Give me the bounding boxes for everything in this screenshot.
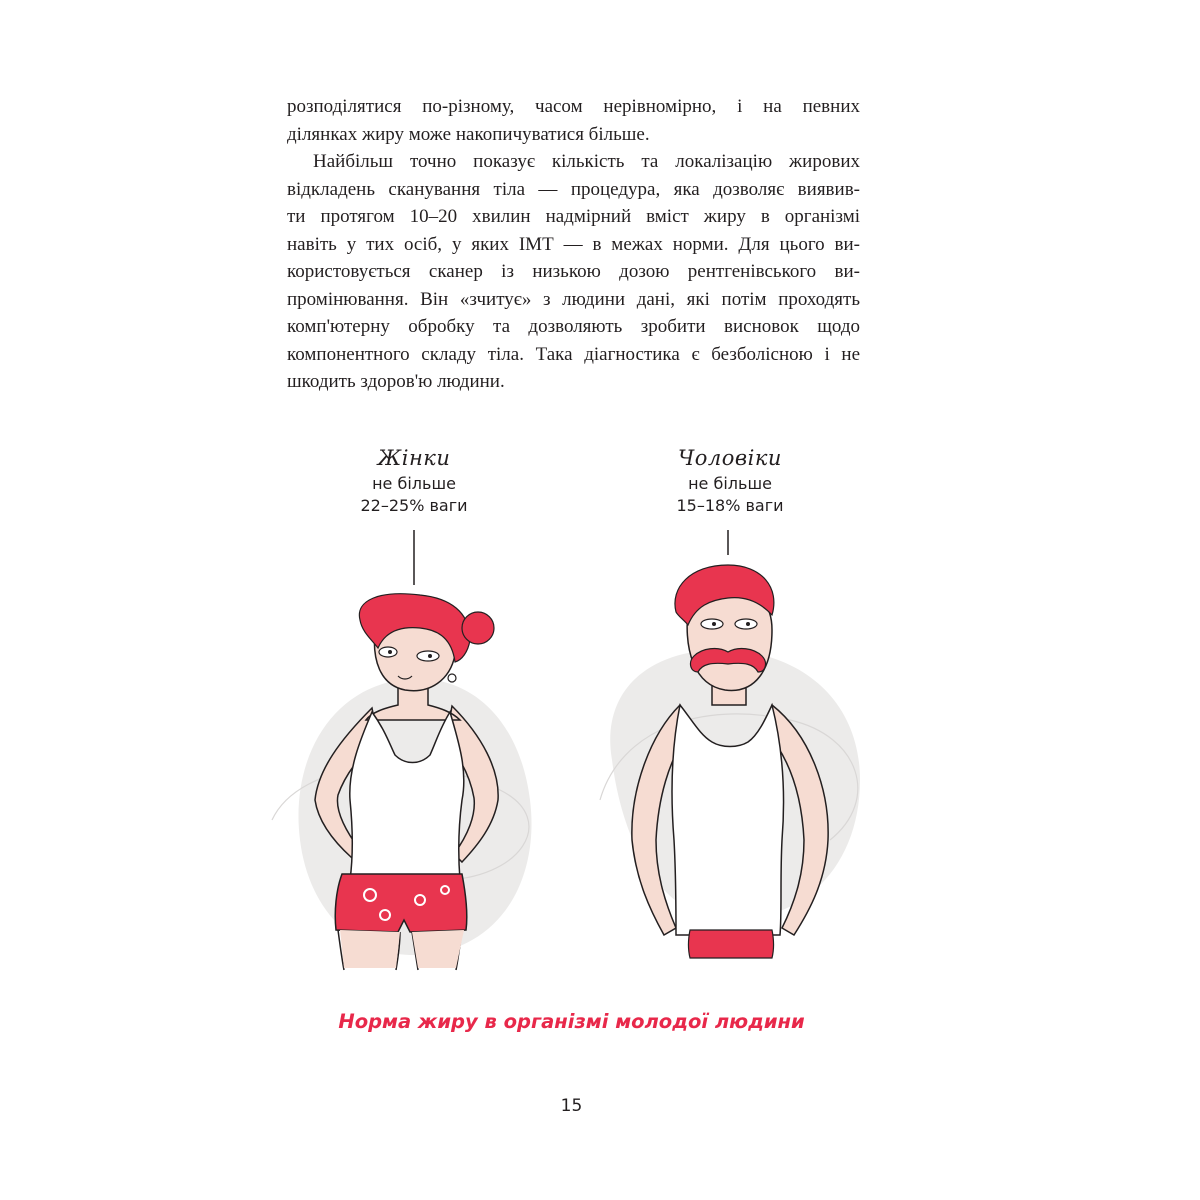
woman-shorts bbox=[335, 874, 467, 932]
woman-hair-bun bbox=[462, 612, 494, 644]
text-line: шкодить здоров'ю людини. bbox=[287, 371, 505, 392]
text-line: компонентного складу тіла. Така діагностика є безболісною і не bbox=[287, 343, 860, 365]
men-limit-line1: не більше bbox=[688, 474, 772, 493]
men-limit-line2: 15–18% ваги bbox=[676, 496, 784, 515]
text-line: користовується сканер із низькою дозою рентгенівського ви- bbox=[287, 261, 860, 282]
text-line: розподілятися по-різному, часом нерівномірно, і на певних bbox=[287, 96, 860, 117]
figure-caption: Норма жиру в організмі молодої людини bbox=[338, 1010, 805, 1033]
man-figure bbox=[600, 565, 860, 958]
text-line: відкладень сканування тіла — процедура, яка дозволяє виявив- bbox=[287, 178, 860, 200]
man-waistband bbox=[689, 930, 774, 958]
women-limit-line1: не більше bbox=[372, 474, 456, 493]
text-line: навіть у тих осіб, у яких ІМТ — в межах норми. Для цього ви- bbox=[287, 233, 860, 255]
text-line: Найбільш точно показує кількість та локалізацію жирових bbox=[313, 151, 860, 172]
text-line: промінювання. Він «зчитує» з людини дані, які потім проходять bbox=[287, 288, 860, 310]
women-limit-line2: 22–25% ваги bbox=[360, 496, 468, 515]
text-line: ділянках жиру може накопичуватися більше. bbox=[287, 123, 650, 145]
men-title: Чоловіки bbox=[678, 446, 782, 470]
text-line: комп'ютерну обробку та дозволяють зробити висновок щодо bbox=[287, 316, 860, 337]
women-title: Жінки bbox=[377, 446, 451, 470]
text-line: ти протягом 10–20 хвилин надмірний вміст жиру в організмі bbox=[287, 206, 860, 227]
page-number: 15 bbox=[560, 1096, 583, 1116]
woman-figure bbox=[272, 594, 532, 970]
